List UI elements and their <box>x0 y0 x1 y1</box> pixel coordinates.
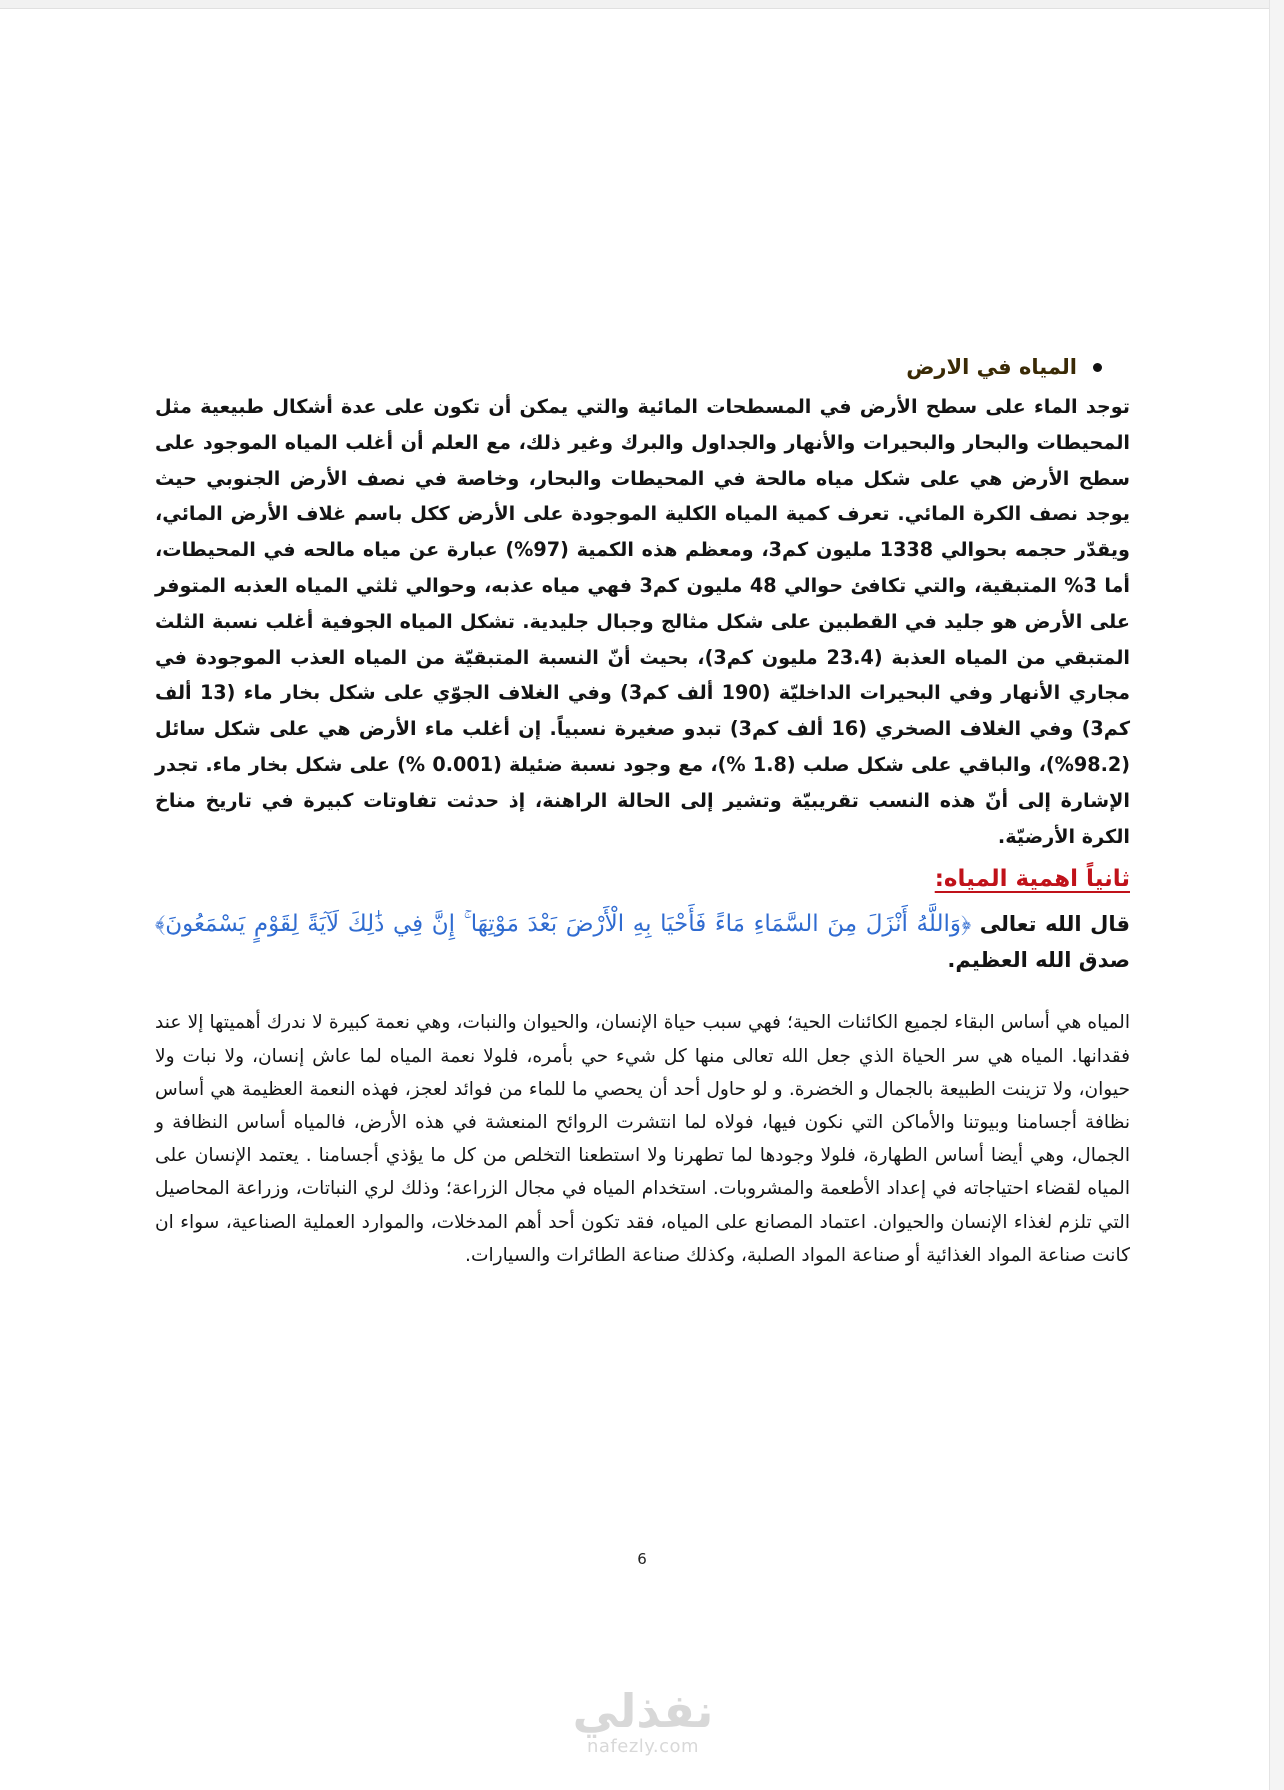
quran-verse-block <box>155 906 1130 978</box>
page-number: 6 <box>637 1550 647 1568</box>
paragraph-importance-of-water: المياه هي أساس البقاء لجميع الكائنات الحية؛ فهي سبب حياة الإنسان، والحيوان والنبات، وهي نعمة كبيرة لا ندرك أهميتها إلا عند فقدانها. المياه هي سر الحياة الذي جعل الله تعالى منها كل شيء حي بأمره، فلولا نعمة المياه لما عاش إنسان، ولا نبات ولا حيوان، ولا تزينت الطبيعة بالجمال و الخضرة. و لو حاول أحد أن يحصي ما للماء من فوائد لعجز، فهذه النعمة العظيمة هي أساس نظافة أجسامنا وبيوتنا والأماكن التي نكون فيها، فولاه لما انتشرت الروائح المنعشة في هذه الأرض، فالمياه أساس النظافة و الجمال، وهي أيضا أساس الطهارة، فلولا وجودها لما تطهرنا ولا استطعنا التخلص من كل ما يؤذي أجسامنا . يعتمد الإنسان على المياه لقضاء احتياجاته في إعداد الأطعمة والمشروبات. استخدام المياه في مجال الزراعة؛ وذلك لري النباتات، وزراعة المحاصيل التي تلزم لغذاء الإنسان والحيوان. اعتماد المصانع على المياه، فقد تكون أحد أهم المدخلات، والموارد العملية الصناعية، سواء ان كانت صناعة المواد الغذائية أو صناعة المواد الصلبة، وكذلك صناعة الطائرات والسيارات. <box>155 1012 1130 1266</box>
verse-outro: صدق الله العظيم. <box>947 948 1130 973</box>
subheading-importance <box>155 866 1130 892</box>
section-heading <box>155 355 1102 379</box>
watermark-logo: نفذلي <box>572 1684 714 1738</box>
bullet-icon <box>1093 363 1102 372</box>
verse-text: ﴿وَاللَّهُ أَنْزَلَ مِنَ السَّمَاءِ مَاءً فَأَحْيَا بِهِ الْأَرْضَ بَعْدَ مَوْتِهَا ۚ إِنَّ فِي ذَٰلِكَ لَآيَةً لِقَوْمٍ يَسْمَعُونَ﴾ <box>155 911 972 938</box>
page-right-border <box>1269 0 1284 1790</box>
watermark-url: nafezly.com <box>586 1736 700 1757</box>
verse-intro: قال الله تعالى <box>971 912 1130 937</box>
subheading-text: ثانياً اهمية المياه: <box>934 866 1130 893</box>
document-content <box>155 355 1130 1272</box>
watermark <box>548 1686 738 1758</box>
page-top-border <box>0 0 1284 9</box>
paragraph-water-on-earth: توجد الماء على سطح الأرض في المسطحات المائية والتي يمكن أن تكون على عدة أشكال طبيعية مثل المحيطات والبحار والبحيرات والأنهار والجداول والبرك وغير ذلك، مع العلم أن أغلب المياه الموجود على سطح الأرض هي على شكل مياه مالحة في المحيطات والبحار، وخاصة في نصف الأرض الجنوبي حيث يوجد نصف الكرة المائي. تعرف كمية المياه الكلية الموجودة على الأرض ككل باسم غلاف الأرض المائي، ويقدّر حجمه بحوالي 1338 مليون كم3، ومعظم هذه الكمية (97%) عبارة عن مياه مالحه في المحيطات، أما 3% المتبقية، والتي تكافئ حوالي 48 مليون كم3 فهي مياه عذبه، وحوالي ثلثي المياه العذبه المتوفر على الأرض هو جليد في القطبين على شكل مثالج وجبال جليدية. تشكل المياه الجوفية أغلب نسبة الثلث المتبقي من المياه العذبة (23.4 مليون كم3)، بحيث أنّ النسبة المتبقيّة من المياه العذب الموجودة في مجاري الأنهار وفي البحيرات الداخليّة (190 ألف كم3) وفي الغلاف الجوّي على شكل بخار ماء (13 ألف كم3) وفي الغلاف الصخري (16 ألف كم3) تبدو صغيرة نسبياً. إن أغلب ماء الأرض هي على شكل سائل (98.2%)، والباقي على شكل صلب (1.8 %)، مع وجود نسبة ضئيلة (0.001 %) على شكل بخار ماء. تجدر الإشارة إلى أنّ هذه النسب تقريبيّة وتشير إلى الحالة الراهنة، إذ حدثت تفاوتات كبيرة في تاريخ مناخ الكرة الأرضيّة. <box>155 395 1131 848</box>
section-title: المياه في الارض <box>906 355 1077 379</box>
